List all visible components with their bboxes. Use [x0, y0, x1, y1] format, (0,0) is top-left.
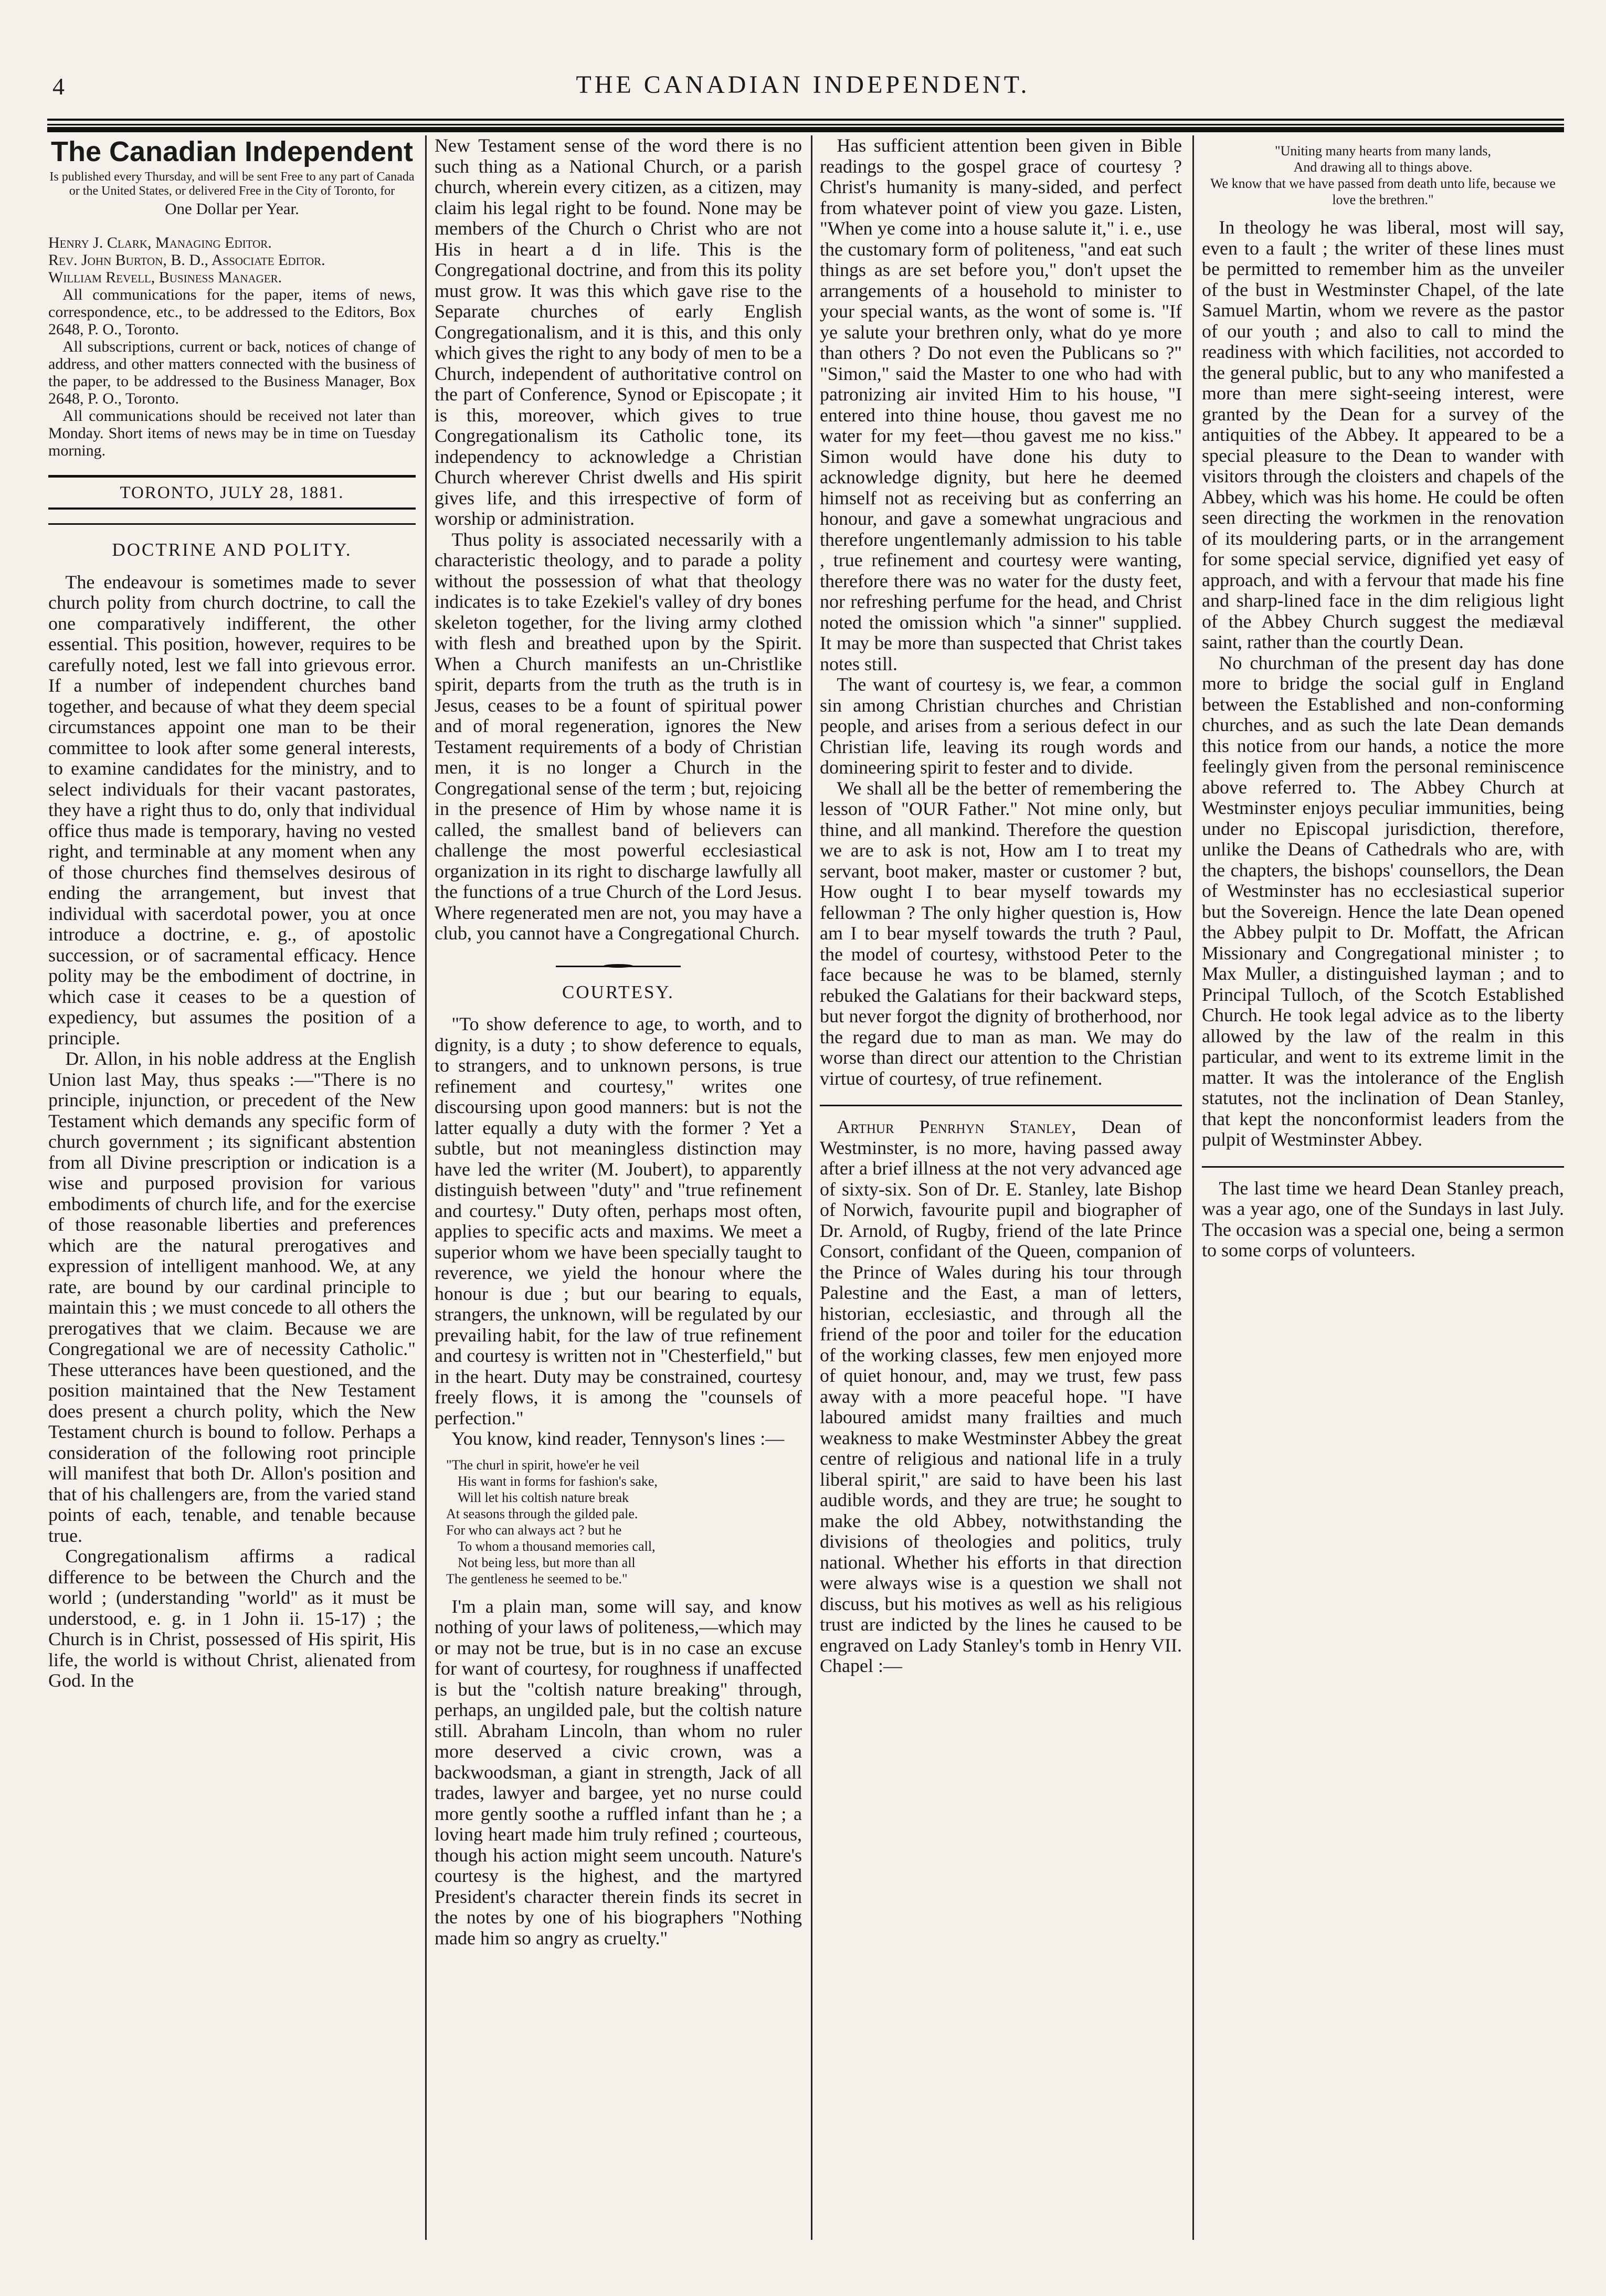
- courtesy-paragraph: The want of courtesy is, we fear, a common sin among Christian churches and Christian people, and arises from a serious defect in our Christian life, leaving its rough words and domineering spirit to fester and to divide.: [820, 674, 1182, 778]
- section-rule: [48, 523, 416, 525]
- stanley-paragraph: The last time we heard Dean Stanley preach, was a year ago, one of the Sundays in last July. The occasion was a special one, being a sermon to some corps of volunteers.: [1202, 1177, 1564, 1261]
- verse-line: His want in forms for fashion's sake,: [458, 1473, 658, 1489]
- courtesy-paragraph: "To show deference to age, to worth, and to dignity, is a duty ; to show deference to equals, to strangers, and to unknown persons, is true refinement and courtesy," writes one discoursing upon good manners: but is not the latter equally a duty with the former ? Yet a subtle, but not meaningless distinction may have led the writer (M. Joubert), to apparently distinguish between "duty" and "true refinement and courtesy." Duty often, perhaps most often, applies to specific acts and maxims. We meet a superior whom we have been specially taught to reverence, we yield the honour where the honour is due ; but our bearing to equals, strangers, the unknown, will be regulated by our prevailing habit, for the law of true refinement and courtesy is written not in "Chesterfield," but in the heart. Duty may be constrained, courtesy freely flows, it is among the "counsels of perfection.": [435, 1013, 802, 1429]
- section-rule: [820, 1105, 1182, 1106]
- deadline-note: All communications should be received not later than Monday. Short items of news may be in time on Tuesday morning.: [48, 407, 416, 459]
- stanley-text: Dean of Westminster, is no more, having passed away after a brief illness at the not very advanced age of sixty-six. Son of Dr. E. Stanley, late Bishop of Norwich, favourite pupil and biographer of Dr. Arnold, of Rugby, friend of the late Prince Consort, confidant of the Queen, companion of the Prince of Wales during his tour through Palestine and the East, a man of letters, historian, ecclesiastic, and through all the friend of the poor and toiler for the education of the working classes, few men enjoyed more of quiet honour, and, may we trust, few pass away with a more peaceful hope. "I have laboured amidst many frailties and much weakness to make Westminster Abbey the great centre of religious and national life in a truly liberal spirit," are said to have been his last audible words, and they are true; he sought to make the old Abbey, notwithstanding the divisions of theologies and politics, truly national. Whether his efforts in that direction were always wise is a question we shall not discuss, but his motives as well as his religious trust are indicted by the lines he caused to be engraved on Lady Stanley's tomb in Henry VII. Chapel :—: [820, 1116, 1182, 1676]
- verse-line: And drawing all to things above.: [1293, 160, 1473, 175]
- associate-editor: Rev. John Burton, B. D., Associate Editor.: [48, 251, 325, 269]
- verse-line: Not being less, but more than all: [458, 1554, 636, 1570]
- tomb-inscription: [1202, 143, 1564, 208]
- header-rule: [47, 119, 1564, 132]
- verse-line: The gentleness he seemed to be.": [446, 1571, 628, 1586]
- doctrine-paragraph: Thus polity is associated necessarily with a characteristic theology, and to parade a polity without the possession of what that theology indicates is to take Ezekiel's valley of dry bones skeleton together, for the living army clothed with flesh and breathed upon by the Spirit. When a Church manifests an un-Christlike spirit, departs from the truth as the truth is in Jesus, ceases to be a fount of spiritual power and of moral regeneration, ignores the New Testament requirements of a body of Christian men, it is no longer a Church in the Congregational sense of the term ; but, rejoicing in the presence of Him by whose name it is called, the smallest band of believers can challenge the most powerful ecclesiastical organization in its right to discharge lawfully all the functions of a true Church of the Lord Jesus. Where regenerated men are not, you may have a club, you cannot have a Congregational Church.: [435, 528, 802, 944]
- tennyson-verse: [446, 1457, 802, 1587]
- column-divider: [811, 135, 812, 2240]
- doctrine-paragraph: Dr. Allon, in his noble address at the English Union last May, thus speaks :—"There is no principle, injunction, or precedent of the New Testament which demands any specific form of church government ; its significant abstention from all Divine prescription or indication is a wise and purposed provision for various embodiments of church life, and for the exercise of those reasonable liberties and preferences which are the natural prerogatives and expression of intelligent manhood. We, at any rate, are bound by our cardinal principle to maintain this ; we must concede to all others the prerogatives that we claim. Because we are Congregational we are of necessity Catholic." These utterances have been questioned, and the position maintained that the New Testament does present a church polity, which the New Testament church is bound to follow. Perhaps a consideration of the following root principle will manifest that both Dr. Allon's position and that of his challengers are, from the varied stand points of each, tenable, and tenable because true.: [48, 1048, 416, 1546]
- doctrine-paragraph: New Testament sense of the word there is no such thing as a National Church, or a parish church, wherein every citizen, as a citizen, may claim his legal right to be found. None may be members of the Church o Christ who are not His in heart a d in life. This is the Congregational doctrine, and from this its polity must grow. It was this which gave rise to the Separate churches of early English Congregationalism, and it is this, and this only which gives the right to any body of men to be a Church, independent of authoritative control on the part of Conference, Synod or Episcopate ; it is this, moreover, which gives to true Congregationalism its Catholic tone, its independency to acknowledge a Christian Church wherever Christ dwells and His spirit gives life, and this irrespective of form of worship or administration.: [435, 135, 802, 529]
- publication-notice: Is published every Thursday, and will be sent Free to any part of Canada or the United States, or delivered Free in the City of Toronto, for: [49, 170, 415, 198]
- column-3: [820, 135, 1182, 2235]
- verse-line: At seasons through the gilded pale.: [446, 1506, 638, 1521]
- stanley-paragraph: In theology he was liberal, most will say, even to a fault ; the writer of these lines must be permitted to remember him as the unveiler of the bust in Westminster Chapel, of the late Samuel Martin, whom we revere as the pastor of our youth ; and also to call to mind the readiness with which facilities, not accorded to the general public, but to any who manifested a more than mere sight-seeing interest, were granted by the Dean for a survey of the antiquities of the Abbey. It appeared to be a special pleasure to the Dean to wander with visitors through the cloisters and chapels of the Abbey, which was his home. He could be often seen directing the workmen in the renovation of its mouldering parts, or in the arrangement for some special service, dignified yet easy of approach, and with a fervour that made his fine and sharp-lined face in the dim religious light of the Abbey Church suggest the mediæval saint, rather than the courtly Dean.: [1202, 217, 1564, 652]
- subscriptions-note: All subscriptions, current or back, notices of change of address, and other matters connected with the business of the paper, to be addressed to the Business Manager, Box 2648, P. O., Toronto.: [48, 337, 416, 407]
- column-divider: [1192, 135, 1194, 2240]
- courtesy-title: COURTESY.: [562, 981, 674, 1002]
- courtesy-paragraph: You know, kind reader, Tennyson's lines :—: [451, 1428, 785, 1449]
- column-1: [48, 135, 416, 2235]
- dateline: TORONTO, JULY 28, 1881.: [48, 475, 416, 510]
- doctrine-title: DOCTRINE AND POLITY.: [112, 539, 352, 560]
- verse-line: "Uniting many hearts from many lands,: [1274, 143, 1492, 158]
- verse-line: We know that we have passed from death unto life, because we love the brethren.": [1210, 176, 1556, 207]
- column-divider: [425, 135, 427, 2240]
- publication-title: The Canadian Independent: [50, 136, 414, 167]
- courtesy-paragraph: Has sufficient attention been given in Bible readings to the gospel grace of courtesy ? Christ's humanity is many-sided, and perfect from whatever point of view you gaze. Listen, "When ye come into a house salute it," i. e., use the customary form of politeness, "and eat such things as are set before you," don't upset the arrangements of a household to minister to your special wants, as the wont of some is. "If ye salute your brethren only, what do ye more than others ? Do not even the Publicans so ?" "Simon," said the Master to one who had with patronizing air invited Him to his house, "I entered into thine house, thou gavest me no water for my feet—thou gavest me no kiss." Simon would have done his duty to acknowledge dignity, but here he deemed himself not as receiving but as conferring an honour, and gave a somewhat ungracious and therefore ungentlemanly admission to his table , true refinement and courtesy were wanting, therefore there was no water for the dusty feet, nor refreshing perfume for the head, and Christ noted the omission which "a sinner" supplied. It may be more than suspected that Christ takes notes still.: [820, 135, 1182, 674]
- doctrine-paragraph: Congregationalism affirms a radical difference to be between the Church and the world ; (understanding "world" as it must be understood, e. g. in 1 John ii. 15-17) ; the Church is in Christ, possessed of His spirit, His life, the world is without Christ, alienated from God. In the: [48, 1546, 416, 1691]
- column-4: [1202, 135, 1564, 2235]
- courtesy-paragraph: We shall all be the better of remembering the lesson of "OUR Father." Not mine only, but thine, and all mankind. Therefore the question we are to ask is not, How am I to treat my servant, boot maker, master or customer ? but, How ought I to bear myself towards my fellowman ? The only higher question is, How am I to bear myself towards the truth ? Paul, the model of courtesy, withstood Peter to the face because he was to be blamed, sternly rebuked the Galatians for their backward steps, but never forgot the dignity of brotherhood, nor the regard due to man as man. We may do worse than direct our attention to the Christian virtue of courtesy, of true refinement.: [820, 777, 1182, 1089]
- stanley-lead: Arthur Penrhyn Stanley,: [837, 1116, 1076, 1137]
- section-ornament: [435, 963, 802, 969]
- stanley-paragraph: No churchman of the present day has done more to bridge the social gulf in England between the Established and non-conforming churches, and as such the late Dean demands this notice from our hands, a notice the more feelingly given from the personal reminiscence above referred to. The Abbey Church at Westminster enjoys peculiar immunities, being under no Episcopal jurisdiction, therefore, unlike the Deans of Cathedrals who are, with the chapters, the bishops' counsellors, the Dean of Westminster has no ecclesiastical superior but the Sovereign. Hence the late Dean opened the Abbey pulpit to Dr. Moffatt, the African Missionary and Congregational minister ; to Max Muller, a distinguished layman ; and to Principal Tulloch, of the Scotch Established Church. He took legal advice as to the liberty allowed by the law of the realm in this particular, and went to its extreme limit in the matter. It was the intolerance of the English statutes, not the inclination of Dean Stanley, that kept the nonconformist leaders from the pulpit of Westminster Abbey.: [1202, 652, 1564, 1150]
- column-2: [435, 135, 802, 2235]
- running-masthead: THE CANADIAN INDEPENDENT.: [576, 71, 1030, 99]
- verse-line: For who can always act ? but he: [446, 1522, 622, 1538]
- stanley-paragraph: [820, 1117, 1182, 1677]
- subscription-price: One Dollar per Year.: [165, 199, 299, 218]
- business-manager: William Revell, Business Manager.: [48, 268, 282, 286]
- section-rule: [1202, 1166, 1564, 1168]
- managing-editor: Henry J. Clark, Managing Editor.: [48, 234, 272, 251]
- page-header: [42, 67, 1564, 109]
- page-number: 4: [52, 73, 65, 100]
- verse-line: To whom a thousand memories call,: [458, 1538, 656, 1554]
- verse-line: Will let his coltish nature break: [458, 1489, 629, 1505]
- communications-note: All communications for the paper, items of news, correspondence, etc., to be addressed to the Editors, Box 2648, P. O., Toronto.: [48, 285, 416, 338]
- courtesy-paragraph: I'm a plain man, some will say, and know nothing of your laws of politeness,—which may or may not be true, but is in no case an excuse for want of courtesy, for roughness if unaffected is but the "coltish nature breaking" through, perhaps, an ungilded pale, but the coltish nature still. Abraham Lincoln, than whom no ruler more deserved a civic crown, was a backwoodsman, a giant in strength, Jack of all trades, lawyer and bargee, yet no nurse could more gently soothe a ruffled infant than he ; a loving heart made him truly refined ; courteous, though his action might seem uncouth. Nature's courtesy is the highest, and the martyred President's character therein finds its secret in the notes by one of his biographers "Nothing made him so angry as cruelty.": [435, 1595, 802, 1949]
- verse-line: "The churl in spirit, howe'er he veil: [446, 1457, 640, 1473]
- doctrine-paragraph: The endeavour is sometimes made to sever church polity from church doctrine, to call the one comparatively indifferent, the other essential. This position, however, requires to be carefully noted, lest we fall into grievous error. If a number of independent churches band together, and because of what they deem special circumstances appoint one man to be their committee to look after some general interests, to examine candidates for the ministry, and to select individuals for their vacant pastorates, they have a right thus to do, only that individual office thus made is temporary, having no vested right, and terminable at any moment when any of those churches find themselves desirous of ending the arrangement, but invest that individual with sacerdotal power, you at once introduce a doctrine, e. g., of apostolic succession, or of sacramental efficacy. Hence polity may be the embodiment of doctrine, in which case it ceases to be a question of expediency, but assumes the position of a principle.: [48, 571, 416, 1049]
